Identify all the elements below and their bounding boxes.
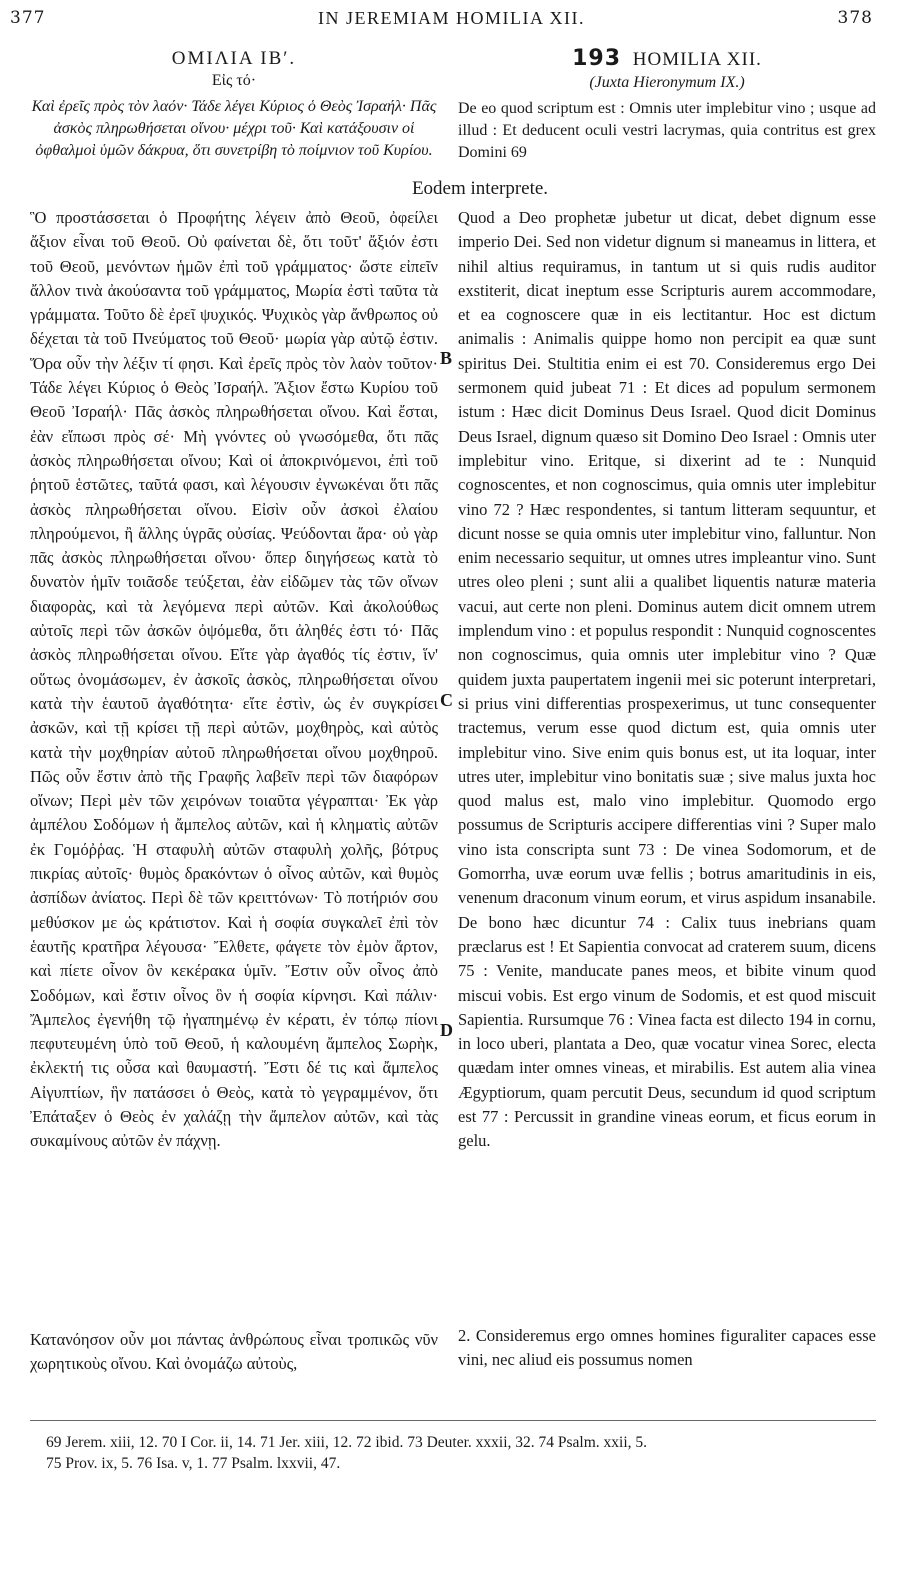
footnote-divider xyxy=(30,1420,876,1421)
margin-marker-c: C xyxy=(440,690,453,710)
greek-homily-title: ΟΜΙΛΙΑ ΙΒʹ. xyxy=(171,48,297,69)
greek-incipit: Καὶ ἐρεῖς πρὸς τὸν λαόν· Τάδε λέγει Κύριος ὁ Θεὸς Ἰσραήλ· Πᾶς ἀσκὸς πληρωθήσεται οἴνου· μέχρι τοῦ· Καὶ κατάξουσιν οἱ ὀφθαλμοὶ ὑμῶν δάκρυα, ὅτι συνετρίβη τὸ ποίμνιον τοῦ Κυρίου. xyxy=(31,98,437,159)
greek-body-text: Ὃ προστάσσεται ὁ Προφήτης λέγειν ἀπὸ Θεοῦ, ὀφείλει ἄξιον εἶναι τοῦ Θεοῦ. Οὐ φαίνεται δὲ, ὅτι τοῦτ' ἄξιόν ἐστι τοῦ Θεοῦ, μενόντων ἡμῶν ἐπὶ τοῦ γράμματος· ὥστε εἰπεῖν ἄλλον τινὰ ἀκούσαντα τοῦ γράμματος, Μωρία ἐστὶ ταῦτα τὰ γράμματα. Τοῦτο δὲ ἐρεῖ ψυχικός. Ψυχικὸς γὰρ ἄνθρωπος οὐ δέχεται τὰ τοῦ Πνεύματος τοῦ Θεοῦ· μωρία γὰρ αὐτῷ ἐστιν. Ὅρα οὖν τὴν λέξιν τί φησι. Καὶ ἐρεῖς πρὸς τὸν λαὸν τοῦτον· Τάδε λέγει Κύριος ὁ Θεὸς Ἰσραήλ. Ἄξιον ἔστω Κυρίου τοῦ Θεοῦ Ἰσραήλ· Πᾶς ἀσκὸς πληρωθήσεται οἴνου. Καὶ ἔσται, ἐὰν εἴπωσι πρὸς σέ· Μὴ γνόντες οὐ γνωσόμεθα, ὅτι πᾶς ἀσκὸς πληρωθήσεται οἴνου; Καὶ οἱ ἀποκρινόμενοι, ἐπὶ τοῦ ῥητοῦ ἑστῶτες, ταῦτά φασι, καὶ λέγουσιν ἐγνωκέναι ὅτι πᾶς ἀσκὸς πληρωθήσεται οἴνου. Εἰσὶν οὖν ἀσκοὶ ἐλαίου πληρούμενοι, ἢ ἄλλης ὑγρᾶς οὐσίας. Ψεύδονται ἄρα· οὐ γὰρ πᾶς ἀσκὸς πληρωθήσεται οἴνου· ὅπερ διηγήσεως κατὰ τὸ δυνατὸν ἡμῖν τοιᾶσδε τεύξεται, ἐὰν εἰδῶμεν τὰς τῶν οἴνων διαφορὰς, καὶ τὰ λεγόμενα περὶ αὐτῶν. Καὶ ἀκολούθως αὐτοῖς περὶ τῶν ἀσκῶν ὀψόμεθα, ὅτι ἀληθές ἐστι τό· Πᾶς ἀσκὸς πληρωθήσεται οἴνου. Εἴτε γὰρ ἀγαθός τίς ἐστιν, ἵν' οὕτως ὀνομάσωμεν, ἐν ἀσκοῖς ἀσκὸς, πληρωθήσεται οἴνου κατὰ τὴν ἑαυτοῦ ἀγαθότητα· εἴτε ἐστὶν, ὡς ἐν συγκρίσει ἀσκῶν, καὶ τῇ κρίσει τῇ περὶ αὐτῶν, μοχθηρὸς, καὶ αὐτὸς κατὰ τὴν μοχθηρίαν αὐτοῦ πληρωθήσεται οἴνου μοχθηροῦ. Πῶς οὖν ἔστιν ἀπὸ τῆς Γραφῆς λαβεῖν περὶ τῶν διαφόρων οἴνων; Περὶ μὲν τῶν χειρόνων τοιαῦτα γέγραπται· Ἐκ γὰρ ἀμπέλου Σοδόμων ἡ ἄμπελος αὐτῶν, καὶ ἡ κληματὶς αὐτῶν ἐκ Γομόῤῥας. Ἡ σταφυλὴ αὐτῶν σταφυλὴ χολῆς, βότρυς πικρίας αὐτοῖς· θυμὸς δρακόντων ὁ οἶνος αὐτῶν, καὶ θυμὸς ἀσπίδων ἀνίατος. Περὶ δὲ τῶν κρειττόνων· Τὸ ποτήριόν σου μεθύσκον με ὡς κράτιστον. Καὶ ἡ σοφία συγκαλεῖ ἐπὶ τὸν ἑαυτῆς κρατῆρα λέγουσα· Ἔλθετε, φάγετε τὸν ἐμὸν ἄρτον, καὶ πίετε οἶνον ὃν κεκέρακα ὑμῖν. Ἔστιν οὖν οἶνος ἀπὸ Σοδόμων, καὶ ἔστιν οἶνος ὃν ἡ σοφία κίρνησι. Καὶ πάλιν· Ἄμπελος ἐγενήθη τῷ ἠγαπημένῳ ἐν κέρατι, ἐν τόπῳ πίονι πεφυτευμένη ὑπὸ τοῦ Θεοῦ, ἡ καλουμένη ἄμπελος Σωρὴκ, ἐκλεκτή τις οὖσα καὶ θαυμαστή. Ἔστι δέ τις καὶ ἄμπελος Αἰγυπτίων, ἣν πατάσσει ὁ Θεὸς, κατὰ τὸ γεγραμμένον, ὅτι Ἐπάταξεν ὁ Θεὸς ἐν χαλάζῃ τὴν ἄμπελον αὐτῶν, καὶ τὰς συκαμίνους αὐτῶν ἐν πάχνῃ. xyxy=(30,208,438,1151)
page-number-left: 377 xyxy=(10,8,46,28)
margin-marker-b: B xyxy=(440,348,453,368)
translator-note: Eodem interprete. xyxy=(411,178,549,199)
greek-tail-paragraph: Κατανόησον οὖν μοι πάντας ἀνθρώπους εἶναι τροπικῶς νῦν χωρητικοὺς οἴνου. Καὶ ὀνομάζω αὐτοὺς, xyxy=(30,1330,438,1374)
latin-homily-number: 193 xyxy=(572,46,622,71)
latin-homily-title: HOMILIA XII. xyxy=(632,49,762,70)
footnote-line-2: 75 Prov. ix, 5. 76 Isa. v, 1. 77 Psalm. lxxvii, 47. xyxy=(46,1455,341,1472)
latin-homily-heading xyxy=(458,46,876,71)
running-title: IN JEREMIAM HOMILIA XII. xyxy=(318,8,585,28)
margin-marker-d: D xyxy=(440,1020,453,1040)
running-head xyxy=(0,4,903,32)
footnote-line-1: 69 Jerem. xiii, 12. 70 I Cor. ii, 14. 71 Jer. xiii, 12. 72 ibid. 73 Deuter. xxxii, 32. 74 Psalm. xxii, 5. xyxy=(46,1434,648,1451)
latin-body-text: Quod a Deo prophetæ jubetur ut dicat, debet dignum esse imperio Dei. Sed non videtur dignum si maneamus in littera, et nihil altius requiramus, in tantum ut si quis rudis auditor exstiterit, dicat ineptum esse Scripturis aurem accommodare, et ea cognoscere quæ in eis lectitantur. Hoc est dictum animalis : Animalis quippe homo non percipit ea quæ sunt spiritus Dei. Stultitia enim ei est 70. Consideremus ergo Dei sermonem quid jubeat 71 : Et dices ad populum sermonem istum : Hæc dicit Dominus Deus Israel. Quod dicit Dominus Deus Israel, dignum quæso sit Domino Deo Israel : Omnis uter implebitur vino. Eritque, si dixerint ad te : Nunquid cognoscentes, et non cognoscimus, quia omnis uter implebitur vino 72 ? Hæc respondentes, si tantum litteram sequuntur, et dicunt nosse se quia omnis uter implebitur vino, falluntur. Non enim necessario sequitur, ut omnes utres impleantur vino. Sunt utres oleo pleni ; sunt alii a qualibet liquentis naturæ materia vacui, aut certe non pleni. Dominus autem dicit omnem utrem implendum vino : et populus respondit : Nunquid cognoscentes non cognoscimus, quia omnis uter implebitur vino ? Quæ quidem juxta paupertatem ingenii mei sic poterunt interpretari, si prius vini differentias prospexerimus, ut tunc consequenter tractemus, verum esse quod dictum est, quia omnis uter implebitur vino. Sive enim quis bonus est, ut ita loquar, inter utres uter, implebitur vino bonitatis suæ ; sive malus juxta hoc quod malus est, malo vino implebitur. Quomodo ergo possumus de Scripturis accipere differentias vini ? Super malo vino ista conscripta sunt 73 : De vinea Sodomorum, et de Gomorrha, uvæ eorum uvæ fellis ; botrus amaritudinis in eis, venenum draconum vinum eorum, et virus aspidum insanabile. De bono hæc dicuntur 74 : Calix tuus inebrians quam præclarus est ! Et Sapientia convocat ad craterem suum, dicens 75 : Venite, manducate panes meos, et bibite vinum quod miscui vobis. Est ergo vinum de Sodomis, et est quod miscuit Sapientia. Rursumque 76 : Vinea facta est dilecto 194 in cornu, in loco uberi, plantata a Deo, quæ vocatur vinea Sorec, electa quædam inter omnes vineas, et mirabilis. Est autem alia vinea Ægyptiorum, quam percutit Deus, secundum id quod scriptum est 77 : Percussit in grandine vineas eorum, et ficus eorum in gelu. xyxy=(458,208,876,1151)
footnotes xyxy=(46,1432,886,1474)
latin-subtitle: (Juxta Hieronymum IX.) xyxy=(589,74,745,91)
page-number-right: 378 xyxy=(837,8,873,28)
greek-subtitle: Εἰς τό· xyxy=(211,72,257,89)
latin-tail-paragraph: 2. Consideremus ergo omnes homines figuraliter capaces esse vini, nec aliud eis possumus nomen xyxy=(458,1326,876,1370)
latin-incipit: De eo quod scriptum est : Omnis uter implebitur vino ; usque ad illud : Et deducent oculi vestri lacrymas, quia contritus est grex Domini 69 xyxy=(458,100,876,161)
